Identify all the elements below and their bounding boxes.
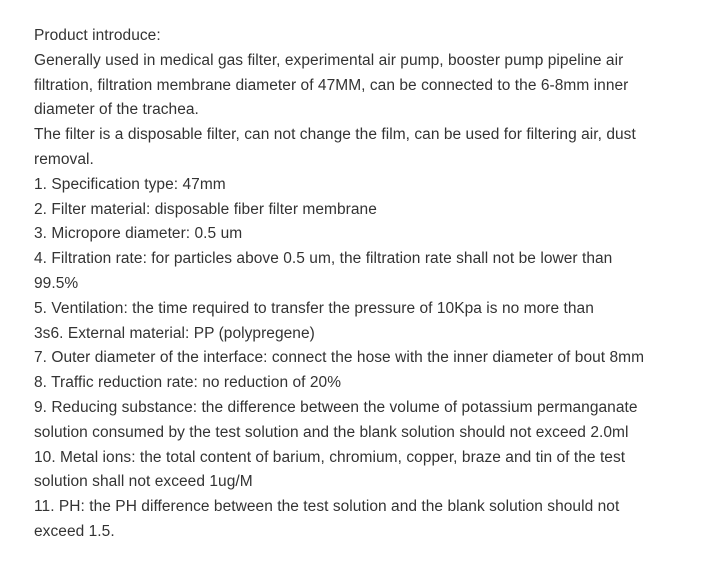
spec-item-9: 9. Reducing substance: the difference between the volume of potassium permanganate [34,398,638,416]
intro-line-5: removal. [34,150,94,168]
spec-item-11-cont: exceed 1.5. [34,522,115,540]
spec-item-2: 2. Filter material: disposable fiber filter membrane [34,200,377,218]
spec-item-5: 5. Ventilation: the time required to transfer the pressure of 10Kpa is no more than [34,299,594,317]
intro-line-3: diameter of the trachea. [34,101,199,119]
product-description [34,24,694,545]
spec-item-10-cont: solution shall not exceed 1ug/M [34,473,253,491]
intro-line-4: The filter is a disposable filter, can not change the film, can be used for filtering air, dust [34,126,636,144]
spec-item-6: 3s6. External material: PP (polypregene) [34,324,315,342]
spec-item-4: 4. Filtration rate: for particles above 0.5 um, the filtration rate shall not be lower than [34,250,613,268]
spec-item-4-cont: 99.5% [34,274,79,292]
intro-line-1: Generally used in medical gas filter, experimental air pump, booster pump pipeline air [34,51,624,69]
spec-item-9-cont: solution consumed by the test solution and the blank solution should not exceed 2.0ml [34,423,629,441]
spec-item-1: 1. Specification type: 47mm [34,175,226,193]
intro-line-2: filtration, filtration membrane diameter of 47MM, can be connected to the 6-8mm inner [34,76,629,94]
spec-item-11: 11. PH: the PH difference between the test solution and the blank solution should not [34,498,620,516]
spec-item-3: 3. Micropore diameter: 0.5 um [34,225,243,243]
heading-product-introduce: Product introduce: [34,27,161,44]
spec-item-8: 8. Traffic reduction rate: no reduction of 20% [34,374,342,392]
spec-item-10: 10. Metal ions: the total content of barium, chromium, copper, braze and tin of the test [34,448,626,466]
spec-item-7: 7. Outer diameter of the interface: connect the hose with the inner diameter of bout 8mm [34,349,645,367]
